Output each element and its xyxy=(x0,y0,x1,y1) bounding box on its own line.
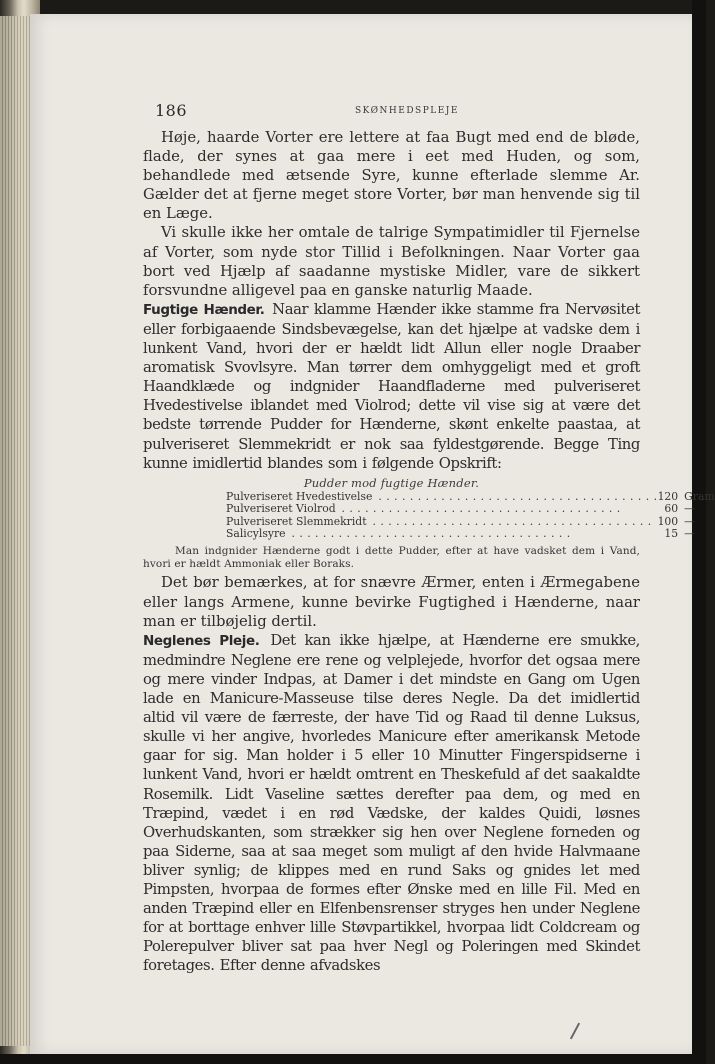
ingredient-unit: — xyxy=(684,502,695,516)
page-edges xyxy=(0,16,34,1046)
paragraph-warts: Høje, haarde Vorter ere lettere at faa Bugt med end de bløde, flade, der synes at gaa mere i eet med Huden, og som, behandlede med ætsende Syre, kunne efterlade slemme Ar. Gælder det at fjerne meget store Vorter, bør man henvende sig til en Læge. xyxy=(143,129,640,223)
ingredient-qty: 100 xyxy=(657,514,679,528)
ingredient-name: Salicylsyre xyxy=(226,527,286,541)
page-number: 186 xyxy=(155,101,188,120)
recipe-block xyxy=(143,475,715,572)
recipe-row xyxy=(226,528,715,541)
background-edge-bottom xyxy=(0,1054,706,1064)
page-header xyxy=(155,101,640,121)
running-head: SKØNHEDSPLEJE xyxy=(355,106,459,116)
section-heading-damp-hands: Fugtige Hænder. xyxy=(143,301,265,318)
paragraph-damp-hands xyxy=(143,300,640,473)
ingredient-unit: — xyxy=(684,527,695,541)
paragraph-sleeves: Det bør bemærkes, at for snævre Ærmer, enten i Ærmegabene eller langs Armene, kunne bevirke Fugtighed i Hænderne, naar man er tilbøjelig dertil. xyxy=(143,574,640,630)
ingredient-unit: — xyxy=(684,514,695,528)
recipe-row xyxy=(226,503,715,516)
ingredient-qty: 60 xyxy=(664,502,679,516)
paragraph-nail-care xyxy=(143,631,640,976)
ingredient-unit: Gram xyxy=(684,489,715,503)
recipe-title: Pudder mod fugtige Hænder. xyxy=(303,475,480,490)
ingredient-qty: 15 xyxy=(664,527,679,541)
paragraph-nail-care-text: Det kan ikke hjælpe, at Hænderne ere smukke, medmindre Neglene ere rene og velplejede, hvorfor det ogsaa mere og mere vinder Indpas, at Damer i det mindste en Gang om Ugen lade en Manicure-Masseuse tilse deres Negle. Da det imidlertid altid vil være de færreste, der have Tid og Raad til denne Luksus, skulle vi her angive, hvorledes Manicure efter amerikansk Metode gaar for sig. Man holder i 5 eller 10 Minutter Fingerspidserne i lunkent Vand, hvori er hældt omtrent en Theskefuld af det saakaldte Rosemilk. Lidt Vaseline sættes derefter paa dem, og med en Træpind, vædet i en rød Vædske, der kaldes Quidi, løsnes Overhudskanten, som strækker sig hen over Neglene forneden og paa Siderne, saa at saa meget som muligt af den hvide Halvmaane bliver synlig; de klippes med en rund Saks og gnides let med Pimpsten, hvorpaa de formes efter Ønske med en lille Fil. Med en anden Træpind eller en Elfenbensrenser stryges hen under Neglene for at borttage enhver lille Støvpartikkel, hvorpaa lidt Coldcream og Polerepulver bliver sat paa hver Negl og Poleringen med Skindet foretages. Efter denne afvadskes xyxy=(143,631,640,975)
ingredient-name: Pulveriseret Violrod xyxy=(226,502,336,516)
recipe-note-text: Man indgnider Hænderne godt i dette Pudder, efter at have vadsket dem i Vand, hvori er hældt Ammoniak eller Boraks. xyxy=(143,545,640,571)
body-text xyxy=(143,128,715,975)
paragraph-damp-hands-text: Naar klamme Hænder ikke stamme fra Nervøsitet eller forbigaaende Sindsbevægelse, kan det hjælpe at vadske dem i lunkent Vand, hvori der er hældt lidt Allun eller nogle Draaber aromatisk Svovlsyre. Man tørrer dem omhyggeligt med et groft Haandklæde og indgnider Haandfladerne med pulveriseret Hvedestivelse iblandet med Violrod; dette vil vise sig at være det bedste tørrende Pudder for Hænderne, skønt enkelte paastaa, at pulveriseret Slemmekridt er nok saa fyldestgørende. Begge Ting kunne imidlertid blandes som i følgende Opskrift: xyxy=(143,300,640,472)
section-heading-nail-care: Neglenes Pleje. xyxy=(143,632,260,649)
ingredient-name: Pulveriseret Slemmekridt xyxy=(226,514,367,528)
ingredient-qty: 120 xyxy=(657,489,679,503)
paragraph-sympathy-remedies: Vi skulle ikke her omtale de talrige Sympatimidler til Fjernelse af Vorter, som nyde stor Tillid i Befolkningen. Naar Vorter gaa bort ved Hjælp af saadanne mystiske Midler, vare de sikkert forsvundne alligevel paa en ganske naturlig Maade. xyxy=(143,224,640,299)
ingredient-name: Pulveriseret Hvedestivelse xyxy=(226,489,373,503)
recipe-table xyxy=(226,491,715,541)
recipe-note xyxy=(143,545,640,571)
